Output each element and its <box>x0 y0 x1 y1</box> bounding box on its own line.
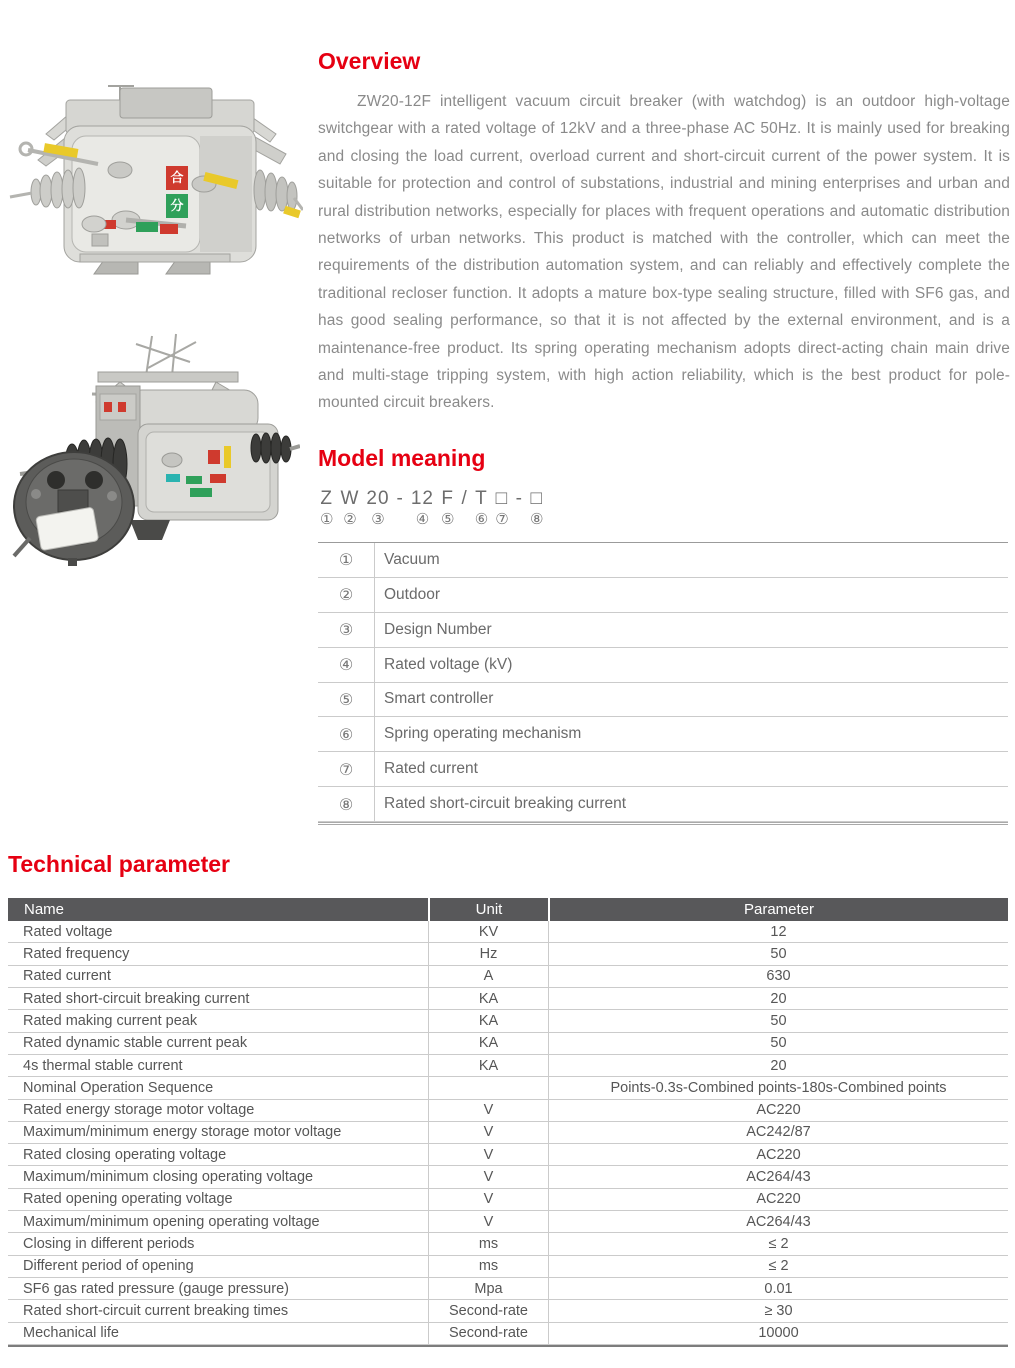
model-code-number: ⑤ <box>441 510 455 528</box>
technical-table-row <box>8 1100 1008 1122</box>
unit-cell: KA <box>428 1033 548 1054</box>
parameter-name-cell: Rated energy storage motor voltage <box>23 1102 255 1119</box>
technical-table-row <box>8 966 1008 988</box>
unit-cell: A <box>428 966 548 987</box>
unit-cell: KA <box>428 988 548 1009</box>
model-row-label: Smart controller <box>384 690 494 708</box>
column-header-unit: Unit <box>428 898 548 921</box>
unit-cell <box>428 1077 548 1098</box>
parameter-value-cell: 50 <box>548 1033 1008 1054</box>
model-code-part <box>340 488 359 529</box>
parameter-name-cell: SF6 gas rated pressure (gauge pressure) <box>23 1280 289 1297</box>
technical-table-body <box>8 921 1008 1347</box>
parameter-name-cell: Rated short-circuit current breaking times <box>23 1302 289 1319</box>
model-meaning-row <box>318 543 1008 578</box>
technical-table <box>8 898 1008 1347</box>
model-row-number: ⑥ <box>318 717 375 751</box>
model-code-symbol: □ <box>530 488 543 509</box>
parameter-name-cell: Rated frequency <box>23 945 130 962</box>
model-code-part <box>461 488 467 529</box>
technical-table-row <box>8 988 1008 1010</box>
model-code-symbol: W <box>340 488 360 509</box>
parameter-value-cell: AC242/87 <box>548 1122 1008 1143</box>
parameter-name-cell: Maximum/minimum opening operating voltage <box>23 1213 320 1230</box>
parameter-value-cell: ≥ 30 <box>548 1300 1008 1321</box>
parameter-value-cell: 50 <box>548 1010 1008 1031</box>
model-row-label: Vacuum <box>384 550 440 568</box>
model-code-symbol: F <box>441 488 455 509</box>
parameter-value-cell: ≤ 2 <box>548 1233 1008 1254</box>
technical-table-row <box>8 921 1008 943</box>
model-row-number: ⑧ <box>318 787 375 821</box>
model-meaning-row <box>318 752 1008 787</box>
technical-table-row <box>8 1033 1008 1055</box>
parameter-name-cell: Maximum/minimum energy storage motor voltage <box>23 1124 342 1141</box>
technical-parameter-heading: Technical parameter <box>8 851 231 877</box>
overview-heading: Overview <box>318 48 421 74</box>
model-meaning-section <box>318 445 1008 825</box>
parameter-value-cell: 20 <box>548 988 1008 1009</box>
unit-cell: KV <box>428 921 548 942</box>
parameter-value-cell: AC220 <box>548 1144 1008 1165</box>
parameter-name-cell: Rated making current peak <box>23 1012 198 1029</box>
model-code-number: ⑧ <box>529 510 544 528</box>
model-code-symbol: 12 <box>410 488 434 509</box>
model-code-number: ⑥ <box>474 510 489 528</box>
parameter-value-cell: 20 <box>548 1055 1008 1076</box>
unit-cell: V <box>428 1166 548 1187</box>
parameter-name-cell: Nominal Operation Sequence <box>23 1079 214 1096</box>
model-meaning-row <box>318 613 1008 648</box>
technical-table-row <box>8 1166 1008 1188</box>
parameter-name-cell: Maximum/minimum closing operating voltage <box>23 1169 314 1186</box>
technical-table-row <box>8 1278 1008 1300</box>
model-code-part <box>366 488 389 529</box>
model-meaning-heading: Model meaning <box>318 445 486 471</box>
model-row-label: Design Number <box>384 620 492 638</box>
technical-table-header <box>8 898 1008 921</box>
technical-parameter-section <box>8 851 1008 1347</box>
model-row-number: ① <box>318 543 375 577</box>
parameter-name-cell: 4s thermal stable current <box>23 1057 183 1074</box>
parameter-name-cell: Different period of opening <box>23 1258 194 1275</box>
parameter-name-cell: Closing in different periods <box>23 1236 195 1253</box>
unit-cell: Second-rate <box>428 1300 548 1321</box>
parameter-value-cell: ≤ 2 <box>548 1256 1008 1277</box>
unit-cell: Second-rate <box>428 1323 548 1344</box>
parameter-value-cell: 10000 <box>548 1323 1008 1344</box>
technical-table-row <box>8 1323 1008 1345</box>
model-row-number: ③ <box>318 613 375 647</box>
parameter-name-cell: Rated dynamic stable current peak <box>23 1035 248 1052</box>
parameter-value-cell: AC264/43 <box>548 1166 1008 1187</box>
model-code-part <box>397 488 404 529</box>
technical-table-row <box>8 1189 1008 1211</box>
technical-table-row <box>8 1256 1008 1278</box>
technical-table-row <box>8 1077 1008 1099</box>
technical-table-row <box>8 1211 1008 1233</box>
model-meaning-row <box>318 578 1008 613</box>
model-row-number: ⑦ <box>318 752 375 786</box>
unit-cell: Mpa <box>428 1278 548 1299</box>
model-meaning-row <box>318 683 1008 718</box>
model-meaning-row <box>318 787 1008 822</box>
model-code-number: ② <box>343 510 357 528</box>
model-row-label: Rated short-circuit breaking current <box>384 795 627 813</box>
model-row-number: ⑤ <box>318 683 375 717</box>
svg-text:合: 合 <box>170 170 184 185</box>
parameter-value-cell: AC220 <box>548 1100 1008 1121</box>
parameter-value-cell: 12 <box>548 921 1008 942</box>
technical-table-row <box>8 1300 1008 1322</box>
model-code-symbol: - <box>396 488 404 509</box>
model-code-part <box>411 488 434 529</box>
parameter-value-cell: AC264/43 <box>548 1211 1008 1232</box>
model-code-part <box>495 488 508 529</box>
overview-paragraph: ZW20-12F intelligent vacuum circuit breaker (with watchdog) is an outdoor high-voltage switchgear with a rated voltage of 12kV and a three-phase AC 50Hz. It is mainly used for breaking and closing the load current, overload current and short-circuit current of the power system. It is suitable for protection and control of substations, industrial and mining enterprises and urban and rural distribution networks, especially for places with frequent operations and automatic distribution networks of urban networks. This product is matched with the controller, which can meet the requirements of the distribution automation system, and can reliably and effectively complete the traditional recloser function. It adopts a mature box-type sealing structure, filled with SF6 gas, and has good sealing performance, so that it is not affected by the external environment, and is a maintenance-free product. Its spring operating mechanism adopts direct-acting chain main drive and multi-stage tripping system, with high action reliability, which is the best product for pole-mounted circuit breakers. <box>318 93 1010 412</box>
model-code-symbol: - <box>515 488 523 509</box>
model-code-number: ⑦ <box>495 510 509 528</box>
parameter-value-cell: 50 <box>548 943 1008 964</box>
unit-cell: KA <box>428 1055 548 1076</box>
parameter-name-cell: Rated short-circuit breaking current <box>23 990 250 1007</box>
model-meaning-table <box>318 542 1008 825</box>
parameter-value-cell: 630 <box>548 966 1008 987</box>
parameter-value-cell: AC220 <box>548 1189 1008 1210</box>
unit-cell: V <box>428 1144 548 1165</box>
parameter-name-cell: Mechanical life <box>23 1325 119 1342</box>
model-code-part <box>441 488 454 529</box>
product-photo-gray-breaker <box>8 42 303 300</box>
model-code-number: ③ <box>371 510 385 528</box>
model-row-number: ④ <box>318 648 375 682</box>
parameter-name-cell: Rated opening operating voltage <box>23 1191 233 1208</box>
model-code-part <box>516 488 523 529</box>
unit-cell: V <box>428 1122 548 1143</box>
overview-section <box>318 48 1010 417</box>
model-row-number: ② <box>318 578 375 612</box>
technical-table-row <box>8 1122 1008 1144</box>
unit-cell: V <box>428 1100 548 1121</box>
unit-cell: KA <box>428 1010 548 1031</box>
technical-table-row <box>8 943 1008 965</box>
unit-cell: V <box>428 1211 548 1232</box>
parameter-value-cell: Points-0.3s-Combined points-180s-Combined points <box>548 1077 1008 1098</box>
product-photo-breaker-with-controller <box>0 328 300 566</box>
model-code-symbol: 20 <box>366 488 390 509</box>
parameter-name-cell: Rated voltage <box>23 923 113 940</box>
parameter-name-cell: Rated current <box>23 968 111 985</box>
model-row-label: Outdoor <box>384 585 441 603</box>
model-code <box>320 488 1008 529</box>
column-header-name: Name <box>24 901 65 918</box>
unit-cell: ms <box>428 1233 548 1254</box>
model-row-label: Spring operating mechanism <box>384 725 582 743</box>
model-code-symbol: T <box>475 488 488 509</box>
parameter-name-cell: Rated closing operating voltage <box>23 1146 227 1163</box>
model-meaning-row <box>318 717 1008 752</box>
model-code-symbol: / <box>461 488 468 509</box>
model-row-label: Rated current <box>384 760 478 778</box>
model-code-part <box>530 488 543 529</box>
technical-table-row <box>8 1055 1008 1077</box>
model-code-symbol: Z <box>320 488 334 509</box>
model-meaning-row <box>318 648 1008 683</box>
unit-cell: Hz <box>428 943 548 964</box>
unit-cell: ms <box>428 1256 548 1277</box>
model-code-part <box>320 488 333 529</box>
parameter-value-cell: 0.01 <box>548 1278 1008 1299</box>
unit-cell: V <box>428 1189 548 1210</box>
svg-text:分: 分 <box>170 198 184 213</box>
model-code-number: ④ <box>415 510 430 528</box>
model-code-symbol: □ <box>495 488 509 509</box>
technical-table-row <box>8 1144 1008 1166</box>
column-header-parameter: Parameter <box>548 898 1008 921</box>
model-code-part <box>475 488 488 529</box>
model-code-number: ① <box>320 510 334 528</box>
model-row-label: Rated voltage (kV) <box>384 655 513 673</box>
technical-table-row <box>8 1233 1008 1255</box>
technical-table-row <box>8 1010 1008 1032</box>
